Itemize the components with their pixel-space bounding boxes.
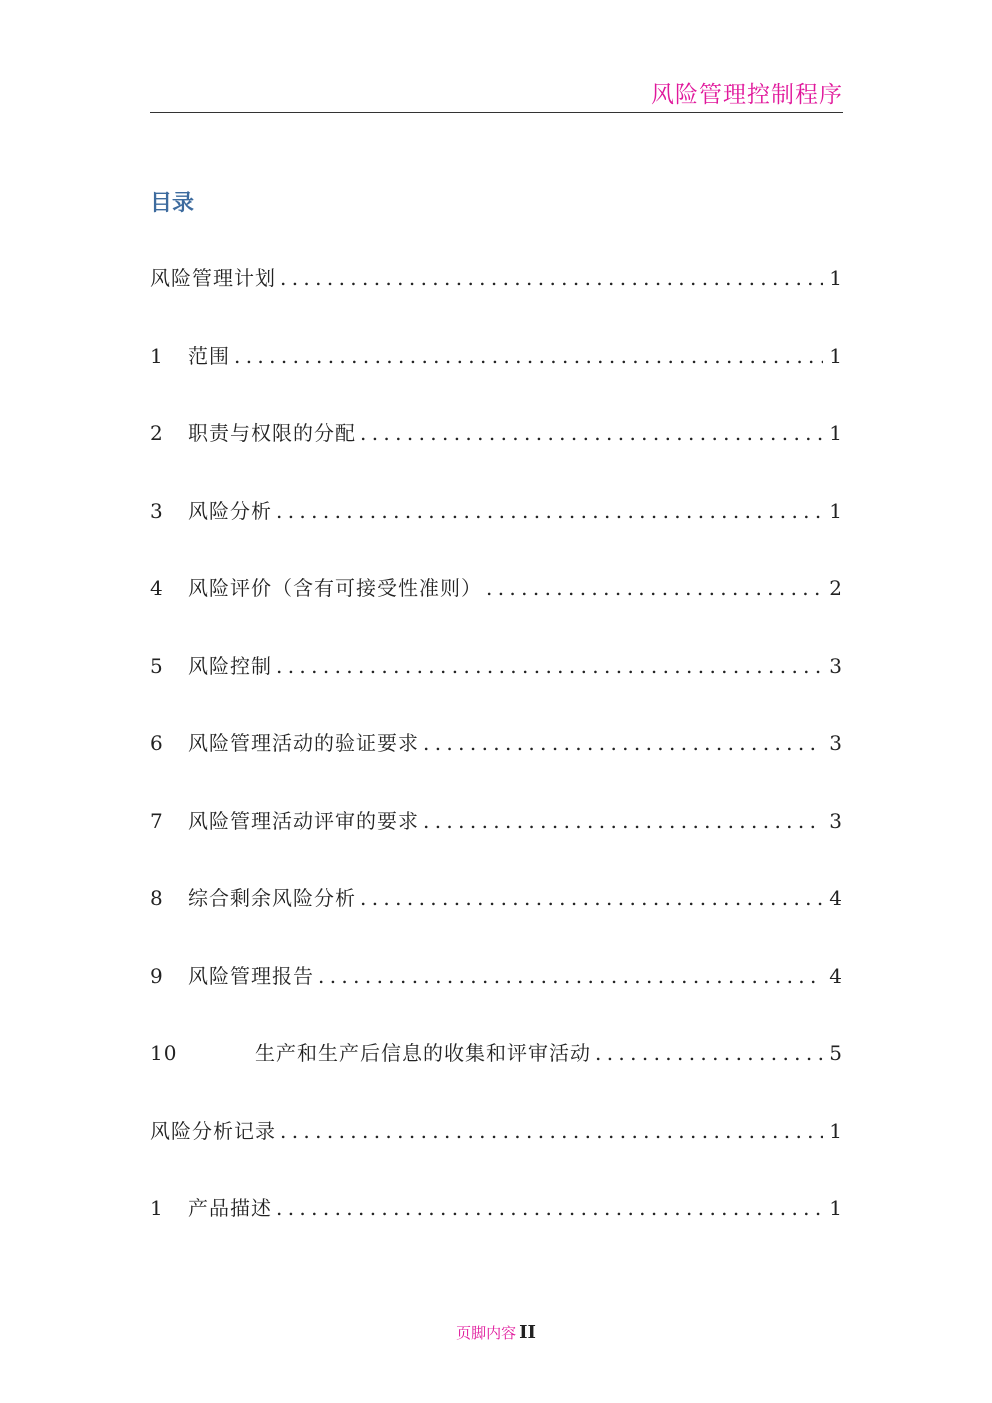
toc-leader-dots [360,415,823,451]
toc-entry-page: 3 [829,653,843,678]
toc-entry-page: 3 [829,731,843,755]
toc-entry-risk-management-plan[interactable] [150,260,843,338]
toc-entry-risk-analysis-record[interactable] [150,1113,843,1191]
toc-entry-risk-analysis[interactable] [150,493,843,571]
toc-leader-dots [423,803,823,839]
toc-entry-number: 1 [150,343,164,368]
toc-entry-label: 生产和生产后信息的收集和评审活动 [255,1041,591,1065]
toc-entry-number: 2 [150,421,164,445]
toc-heading: 目录 [150,190,195,216]
toc-leader-dots [360,880,823,916]
toc-entry-label: 风险分析 [188,498,272,523]
page-footer [0,1322,992,1343]
toc-entry-label: 风险管理报告 [188,963,314,988]
toc-entry-number: 9 [150,963,164,988]
toc-entry-review[interactable] [150,803,843,881]
table-of-contents [150,260,843,1268]
toc-entry-label: 风险管理计划 [150,266,276,290]
toc-entry-number: 8 [150,886,164,910]
toc-leader-dots [280,1113,823,1149]
toc-entry-page: 4 [829,963,843,988]
toc-entry-label: 风险管理活动的验证要求 [188,731,419,755]
toc-entry-risk-control[interactable] [150,648,843,726]
toc-entry-page: 3 [829,808,843,833]
toc-entry-verification[interactable] [150,725,843,803]
toc-entry-number: 4 [150,576,164,600]
toc-entry-page: 1 [829,1196,843,1220]
toc-entry-label: 产品描述 [188,1196,272,1220]
toc-entry-label: 风险管理活动评审的要求 [188,808,419,833]
toc-entry-label: 综合剩余风险分析 [188,886,356,910]
toc-leader-dots [234,338,823,374]
toc-leader-dots [276,648,823,684]
toc-leader-dots [486,570,823,606]
toc-entry-page: 1 [829,266,843,290]
toc-entry-label: 范围 [188,343,230,368]
toc-entry-label: 职责与权限的分配 [188,421,356,445]
toc-entry-label: 风险分析记录 [150,1118,276,1143]
toc-entry-page: 1 [829,421,843,445]
toc-leader-dots [595,1035,823,1071]
toc-entry-page: 5 [829,1041,843,1065]
toc-leader-dots [423,725,823,761]
toc-entry-risk-evaluation[interactable] [150,570,843,648]
toc-entry-page: 1 [829,343,843,368]
toc-entry-page: 1 [829,1118,843,1143]
toc-entry-number: 5 [150,653,164,678]
toc-entry-number: 6 [150,731,164,755]
toc-leader-dots [276,493,823,529]
footer-page-number: II [519,1322,536,1343]
header-title: 风险管理控制程序 [651,82,843,108]
toc-entry-production-info[interactable] [150,1035,843,1113]
toc-entry-label: 风险控制 [188,653,272,678]
toc-entry-page: 2 [829,576,843,600]
toc-entry-number: 7 [150,808,164,833]
toc-entry-number: 1 [150,1196,164,1220]
page-header [150,72,843,113]
toc-entry-page: 4 [829,886,843,910]
footer-text: 页脚内容 [456,1324,517,1342]
toc-entry-product-description[interactable] [150,1190,843,1268]
toc-entry-responsibilities[interactable] [150,415,843,493]
toc-entry-number: 3 [150,498,164,523]
toc-entry-page: 1 [829,498,843,523]
toc-entry-risk-report[interactable] [150,958,843,1036]
toc-entry-label: 风险评价（含有可接受性准则） [188,576,482,600]
toc-leader-dots [276,1190,823,1226]
toc-entry-residual-risk[interactable] [150,880,843,958]
toc-entry-scope[interactable] [150,338,843,416]
toc-leader-dots [318,958,823,994]
toc-entry-number: 10 [150,1041,178,1065]
toc-leader-dots [280,260,823,296]
